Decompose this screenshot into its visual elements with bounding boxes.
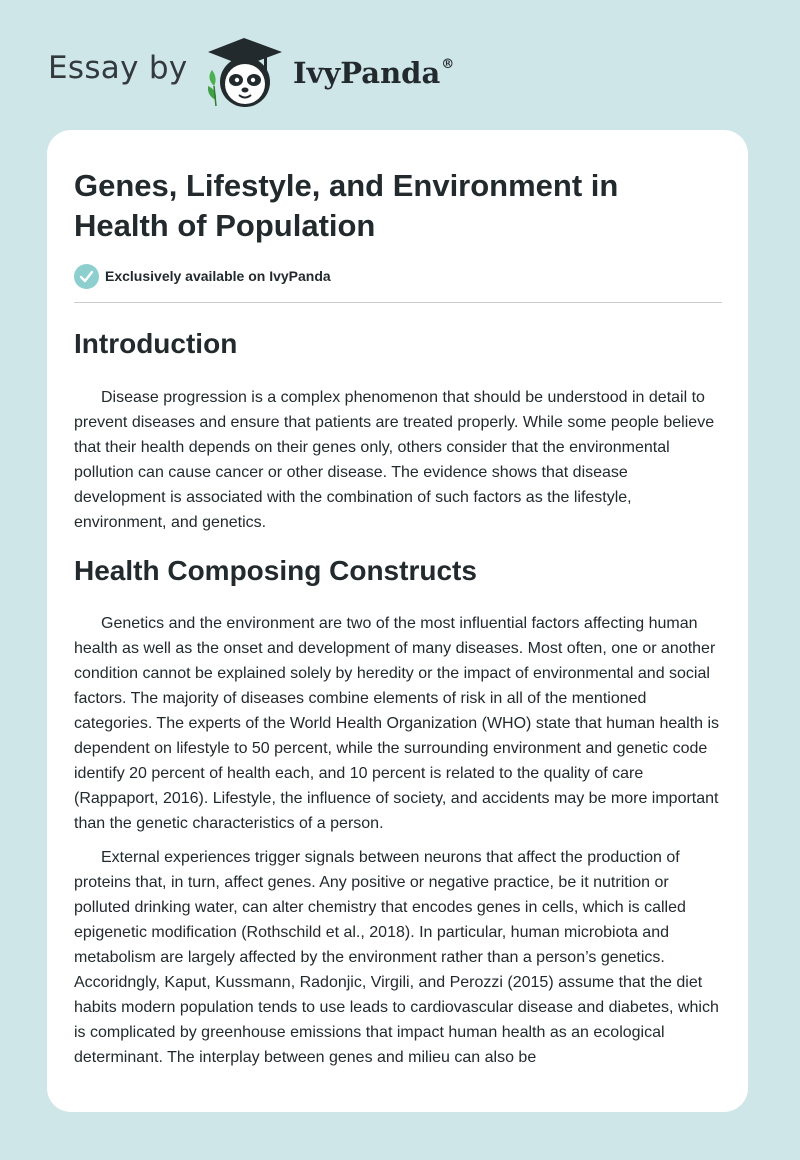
registered-mark: ® <box>441 57 455 73</box>
exclusive-label: Exclusively available on IvyPanda <box>105 268 331 284</box>
essay-by-label: Essay by <box>48 50 188 86</box>
exclusive-badge <box>74 263 331 289</box>
paragraph-health-constructs-1: Genetics and the environment are two of the most influential factors affecting human health as well as the onset and development of many diseases. Most often, one or another condition cannot be explained solely by heredity or the impact of environmental and social factors. The majority of diseases combine elements of risk in all of the mentioned categories. The experts of the World Health Organization (WHO) state that human health is dependent on lifestyle to 50 percent, while the surrounding environment and genetic code identify 20 percent of health each, and 10 percent is related to the quality of care (Rappaport, 2016). Lifestyle, the influence of society, and accidents may be more important than the genetic characteristics of a person. <box>74 615 720 832</box>
section-heading-introduction: Introduction <box>74 328 238 359</box>
title-divider <box>74 302 722 303</box>
paragraph-introduction-1: Disease progression is a complex phenomenon that should be understood in detail to prevent diseases and ensure that patients are treated properly. While some people believe that their health depends on their genes only, others consider that the environmental pollution can cause cancer or other disease. The evidence shows that disease development is associated with the combination of such factors as the lifestyle, environment, and genetics. <box>74 389 715 531</box>
section-heading-health-constructs: Health Composing Constructs <box>74 555 477 586</box>
article-card <box>47 130 748 1112</box>
brand-name[interactable] <box>293 56 454 90</box>
brand-text: IvyPanda <box>293 56 441 90</box>
check-icon <box>74 264 99 289</box>
paragraph-health-constructs-2: External experiences trigger signals between neurons that affect the production of proteins that, in turn, affect genes. Any positive or negative practice, be it nutrition or polluted drinking water, can alter chemistry that encodes genes in cells, which is called epigenetic modification (Rothschild et al., 2018). In particular, human microbiota and metabolism are largely affected by the environment rather than a person’s genetics. Accoridngly, Kaput, Kussmann, Radonjic, Virgili, and Perozzi (2015) assume that the diet habits modern population tends to use leads to cardiovascular disease and diabetes, which is complicated by greenhouse emissions that impact human health as an ecological determinant. The interplay between genes and milieu can also be <box>74 849 719 1066</box>
site-header <box>0 0 800 130</box>
panda-graduate-icon[interactable] <box>202 34 286 110</box>
article-title: Genes, Lifestyle, and Environment in Health of Population <box>74 168 619 243</box>
